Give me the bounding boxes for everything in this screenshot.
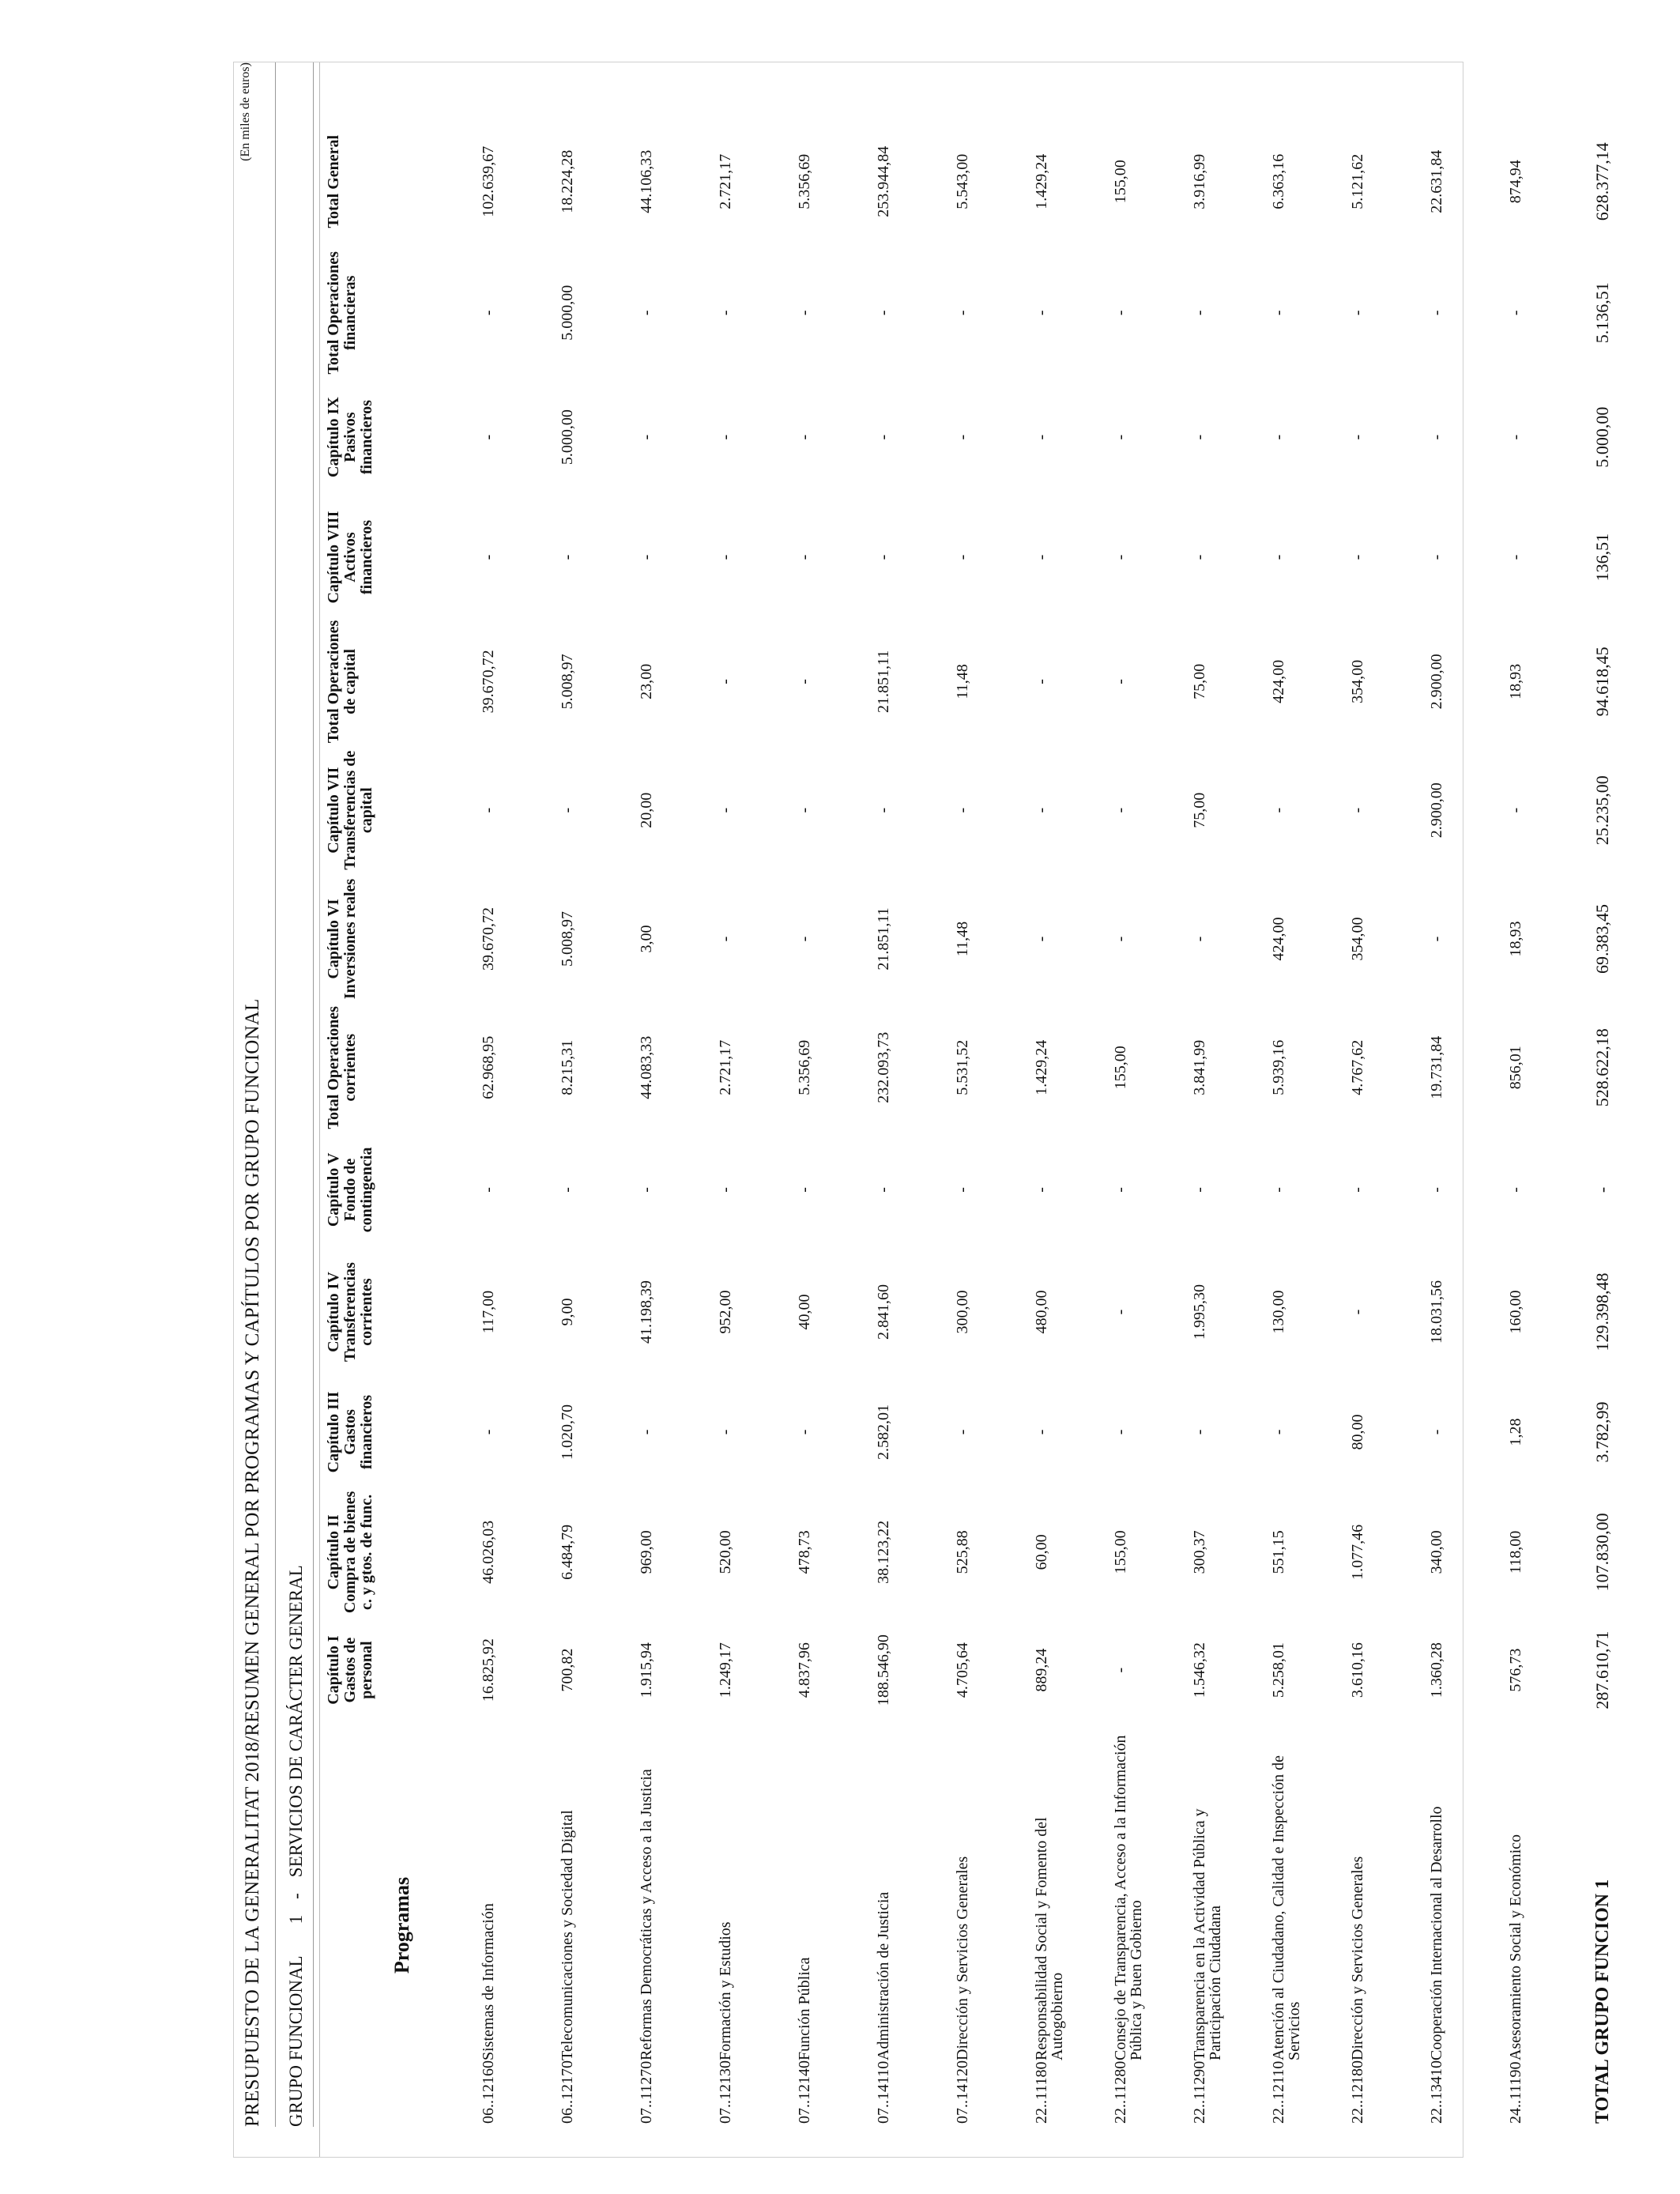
value-cell: 11,48: [954, 921, 971, 957]
value-cell: -: [480, 434, 497, 440]
value-cell: 2.721,17: [717, 1039, 734, 1095]
value-cell: 155,00: [1112, 1530, 1129, 1574]
program-code: 07..12130: [717, 2060, 734, 2124]
value-cell: 4.767,62: [1349, 1039, 1366, 1095]
value-cell: 5.356,69: [796, 1039, 813, 1095]
value-cell: 5.543,00: [954, 153, 971, 209]
table-row: [477, 115, 556, 2127]
program-cell: [951, 1724, 1030, 2127]
program-name: Dirección y Servicios Generales: [1349, 1856, 1366, 2060]
program-cell: [1268, 1724, 1347, 2127]
value-cell: 576,73: [1507, 1648, 1524, 1692]
value-cell: -: [1191, 1429, 1208, 1435]
program-code: 07..14120: [954, 2060, 971, 2124]
value-cell: -: [1191, 936, 1208, 942]
table-row: [1109, 115, 1188, 2127]
column-header-programas: Programas: [390, 1876, 413, 1974]
value-cell: -: [1112, 1667, 1129, 1673]
value-cell: -: [1033, 310, 1050, 316]
total-value-cell: 287.610,71: [1592, 1630, 1612, 1710]
value-cell: -: [1112, 807, 1129, 813]
value-cell: 6.363,16: [1270, 153, 1287, 209]
value-cell: 16.825,92: [480, 1638, 497, 1702]
value-cell: -: [559, 554, 576, 560]
value-cell: 2.900,00: [1428, 654, 1445, 710]
value-cell: -: [1270, 434, 1287, 440]
value-cell: 354,00: [1349, 659, 1366, 703]
value-cell: -: [1270, 554, 1287, 560]
program-cell: [556, 1724, 635, 2127]
value-cell: 5.531,52: [954, 1039, 971, 1095]
value-cell: -: [954, 1187, 971, 1193]
value-cell: 889,24: [1033, 1648, 1050, 1692]
program-name: Dirección y Servicios Generales: [954, 1856, 971, 2060]
value-cell: -: [1349, 310, 1366, 316]
value-cell: 8.215,31: [559, 1039, 576, 1095]
program-name: Sistemas de Información: [480, 1903, 497, 2060]
value-cell: 1.077,46: [1349, 1524, 1366, 1580]
value-cell: 3,00: [638, 925, 655, 953]
value-cell: 18,93: [1507, 921, 1524, 957]
group-number: 1: [286, 1914, 306, 1924]
value-cell: -: [954, 434, 971, 440]
value-cell: 130,00: [1270, 1290, 1287, 1334]
table-header-row: [319, 115, 477, 2127]
value-cell: -: [1507, 434, 1524, 440]
value-cell: -: [875, 310, 892, 316]
program-code: 07..14110: [875, 2060, 892, 2124]
program-cell: [714, 1724, 793, 2127]
program-cell: [1188, 1724, 1268, 2127]
total-value-cell: 628.377,14: [1592, 142, 1612, 221]
value-cell: -: [480, 1187, 497, 1193]
program-cell: [1347, 1724, 1426, 2127]
column-header: Total General: [325, 134, 342, 228]
value-cell: 1.360,28: [1428, 1642, 1445, 1698]
value-cell: -: [638, 1187, 655, 1193]
value-cell: -: [1428, 434, 1445, 440]
value-cell: -: [1428, 310, 1445, 316]
column-header: Total Operaciones corrientes: [325, 1006, 359, 1129]
total-value-cell: -: [1592, 1186, 1612, 1193]
value-cell: 80,00: [1349, 1414, 1366, 1450]
value-cell: 3.916,99: [1191, 153, 1208, 209]
program-name: Atención al Ciudadano, Calidad e Inspección de Servicios: [1270, 1755, 1303, 2060]
value-cell: 2.900,00: [1428, 782, 1445, 839]
value-cell: 300,00: [954, 1290, 971, 1334]
value-cell: -: [1270, 1429, 1287, 1435]
value-cell: -: [1033, 807, 1050, 813]
functional-group-heading: [286, 1565, 307, 2127]
group-divider: [313, 62, 314, 2127]
value-cell: -: [717, 807, 734, 813]
value-cell: 5.008,97: [559, 654, 576, 710]
value-cell: -: [796, 1429, 813, 1435]
value-cell: 62.968,95: [480, 1035, 497, 1099]
value-cell: 424,00: [1270, 917, 1287, 961]
table-row: [635, 115, 714, 2127]
program-name: Formación y Estudios: [717, 1921, 734, 2060]
table-row: [793, 115, 872, 2127]
value-cell: 117,00: [480, 1290, 497, 1334]
program-name: Consejo de Transparencia, Acceso a la Información Pública y Buen Gobierno: [1112, 1735, 1145, 2060]
table-row: [951, 115, 1030, 2127]
value-cell: 354,00: [1349, 917, 1366, 961]
value-cell: -: [796, 679, 813, 684]
value-cell: -: [1191, 554, 1208, 560]
value-cell: -: [1507, 554, 1524, 560]
value-cell: 2.582,01: [875, 1404, 892, 1460]
value-cell: 41.198,39: [638, 1280, 655, 1344]
value-cell: -: [638, 434, 655, 440]
program-code: 07..12140: [796, 2060, 813, 2124]
value-cell: 480,00: [1033, 1290, 1050, 1334]
program-name: Función Pública: [796, 1957, 813, 2060]
value-cell: 1,28: [1507, 1418, 1524, 1446]
value-cell: 102.639,67: [480, 145, 497, 217]
program-cell: [872, 1724, 951, 2127]
column-header: Capítulo VII Transferencias de capital: [325, 750, 375, 870]
value-cell: 4.837,96: [796, 1642, 813, 1698]
value-cell: -: [480, 310, 497, 316]
value-cell: -: [796, 1187, 813, 1193]
total-value-cell: 5.000,00: [1592, 406, 1612, 468]
value-cell: 551,15: [1270, 1530, 1287, 1574]
value-cell: -: [1270, 1187, 1287, 1193]
program-cell: [477, 1724, 556, 2127]
value-cell: -: [1191, 434, 1208, 440]
total-label: TOTAL GRUPO FUNCION 1: [1592, 1879, 1613, 2124]
value-cell: -: [1428, 936, 1445, 942]
group-label: GRUPO FUNCIONAL: [286, 1955, 306, 2127]
document-title: PRESUPUESTO DE LA GENERALITAT 2018/RESUMEN GENERAL POR PROGRAMAS Y CAPÍTULOS POR GRUPO FUNCIONAL: [242, 998, 263, 2127]
value-cell: 520,00: [717, 1530, 734, 1574]
value-cell: 118,00: [1507, 1530, 1524, 1574]
value-cell: -: [796, 434, 813, 440]
value-cell: -: [1112, 936, 1129, 942]
value-cell: -: [559, 807, 576, 813]
program-cell: [1030, 1724, 1109, 2127]
program-cell: [1426, 1724, 1505, 2127]
value-cell: -: [875, 554, 892, 560]
value-cell: -: [717, 1187, 734, 1193]
value-cell: -: [796, 936, 813, 942]
column-header: Capítulo III Gastos financieros: [325, 1391, 375, 1473]
value-cell: 4.705,64: [954, 1642, 971, 1698]
value-cell: -: [796, 554, 813, 560]
value-cell: 952,00: [717, 1290, 734, 1334]
value-cell: -: [717, 1429, 734, 1435]
column-header: Capítulo IV Transferencias corrientes: [325, 1262, 375, 1362]
column-header: Capítulo IX Pasivos financieros: [325, 397, 375, 477]
value-cell: -: [638, 1429, 655, 1435]
total-row: [1584, 115, 1671, 2127]
value-cell: 525,88: [954, 1530, 971, 1574]
value-cell: -: [954, 554, 971, 560]
value-cell: 5.939,16: [1270, 1039, 1287, 1095]
value-cell: 155,00: [1112, 160, 1129, 204]
value-cell: -: [1349, 807, 1366, 813]
value-cell: 2.841,60: [875, 1284, 892, 1340]
table-row: [1188, 115, 1268, 2127]
value-cell: -: [1112, 1429, 1129, 1435]
units-note: (En miles de euros): [239, 62, 252, 161]
value-cell: 1.429,24: [1033, 153, 1050, 209]
value-cell: 188.546,90: [875, 1634, 892, 1706]
value-cell: -: [1349, 1187, 1366, 1193]
program-cell: [635, 1724, 714, 2127]
program-name: Responsabilidad Social y Fomento del Autogobierno: [1033, 1817, 1066, 2060]
value-cell: -: [1349, 434, 1366, 440]
program-cell: [1109, 1724, 1188, 2127]
value-cell: -: [1349, 1309, 1366, 1315]
value-cell: -: [875, 434, 892, 440]
value-cell: -: [1112, 679, 1129, 684]
value-cell: -: [1428, 1429, 1445, 1435]
value-cell: -: [954, 310, 971, 316]
value-cell: -: [1112, 554, 1129, 560]
value-cell: -: [480, 807, 497, 813]
value-cell: -: [717, 936, 734, 942]
program-code: 22..12110: [1270, 2060, 1287, 2124]
value-cell: -: [875, 807, 892, 813]
value-cell: -: [1191, 310, 1208, 316]
group-name: SERVICIOS DE CARÁCTER GENERAL: [286, 1565, 306, 1878]
value-cell: 232.093,73: [875, 1031, 892, 1103]
budget-table: [319, 115, 1671, 2127]
value-cell: -: [796, 310, 813, 316]
value-cell: -: [1270, 310, 1287, 316]
value-cell: -: [1507, 310, 1524, 316]
value-cell: 478,73: [796, 1530, 813, 1574]
program-code: 06..12170: [559, 2060, 576, 2124]
value-cell: 1.020,70: [559, 1404, 576, 1460]
value-cell: -: [1033, 1429, 1050, 1435]
value-cell: 856,01: [1507, 1046, 1524, 1090]
total-value-cell: 129.398,48: [1592, 1272, 1612, 1351]
value-cell: -: [1033, 936, 1050, 942]
table-row: [1426, 115, 1505, 2127]
value-cell: -: [1033, 1187, 1050, 1193]
value-cell: 1.915,94: [638, 1642, 655, 1698]
program-name: Telecomunicaciones y Sociedad Digital: [559, 1810, 576, 2060]
value-cell: 1.429,24: [1033, 1039, 1050, 1095]
group-dash: -: [286, 1893, 306, 1899]
value-cell: -: [1507, 1187, 1524, 1193]
value-cell: -: [1428, 554, 1445, 560]
value-cell: -: [559, 1187, 576, 1193]
value-cell: 700,82: [559, 1648, 576, 1692]
value-cell: 3.610,16: [1349, 1642, 1366, 1698]
value-cell: -: [1507, 807, 1524, 813]
value-cell: 18,93: [1507, 663, 1524, 699]
title-divider: [275, 62, 276, 2127]
value-cell: 1.546,32: [1191, 1642, 1208, 1698]
value-cell: -: [1112, 1187, 1129, 1193]
value-cell: -: [1112, 310, 1129, 316]
total-value-cell: 107.830,00: [1592, 1513, 1612, 1592]
value-cell: 22.631,84: [1428, 149, 1445, 213]
value-cell: 5.008,97: [559, 910, 576, 967]
value-cell: 39.670,72: [480, 650, 497, 714]
value-cell: 18.224,28: [559, 149, 576, 213]
value-cell: -: [954, 1429, 971, 1435]
total-value-cell: 69.383,45: [1592, 903, 1612, 974]
value-cell: 46.026,03: [480, 1520, 497, 1584]
program-code: 24..11190: [1507, 2061, 1524, 2124]
value-cell: 11,48: [954, 664, 971, 699]
value-cell: 19.731,84: [1428, 1035, 1445, 1099]
value-cell: 340,00: [1428, 1530, 1445, 1574]
total-value-cell: 528.622,18: [1592, 1028, 1612, 1107]
value-cell: 18.031,56: [1428, 1280, 1445, 1344]
total-value-cell: 25.235,00: [1592, 775, 1612, 846]
value-cell: 21.851,11: [875, 907, 892, 971]
value-cell: 874,94: [1507, 160, 1524, 204]
value-cell: 5.258,01: [1270, 1642, 1287, 1698]
value-cell: 38.123,22: [875, 1520, 892, 1584]
column-header: Total Operaciones de capital: [325, 620, 359, 744]
program-name: Administración de Justicia: [875, 1891, 892, 2060]
value-cell: 44.106,33: [638, 149, 655, 213]
value-cell: -: [638, 554, 655, 560]
total-value-cell: 136,51: [1592, 533, 1612, 582]
value-cell: 5.121,62: [1349, 153, 1366, 209]
value-cell: -: [1428, 1187, 1445, 1193]
value-cell: 5.356,69: [796, 153, 813, 209]
value-cell: 75,00: [1191, 663, 1208, 699]
value-cell: -: [1033, 554, 1050, 560]
program-name: Cooperación Internacional al Desarrollo: [1428, 1806, 1445, 2060]
table-row: [872, 115, 951, 2127]
program-cell: [1505, 1724, 1584, 2127]
value-cell: 155,00: [1112, 1046, 1129, 1090]
value-cell: 9,00: [559, 1298, 576, 1326]
column-header: Capítulo V Fondo de contingencia: [325, 1147, 375, 1233]
value-cell: 75,00: [1191, 792, 1208, 828]
value-cell: 3.841,99: [1191, 1039, 1208, 1095]
value-cell: -: [717, 434, 734, 440]
value-cell: -: [1349, 554, 1366, 560]
value-cell: 40,00: [796, 1294, 813, 1330]
value-cell: -: [480, 554, 497, 560]
value-cell: -: [1191, 1187, 1208, 1193]
program-code: 06..12160: [480, 2060, 497, 2124]
total-value-cell: 3.782,99: [1592, 1401, 1612, 1463]
value-cell: 1.995,30: [1191, 1284, 1208, 1340]
rotated-content: [234, 62, 1613, 2157]
table-row: [714, 115, 793, 2127]
total-value-cell: 94.618,45: [1592, 647, 1612, 717]
program-code: 07..11270: [638, 2060, 655, 2124]
value-cell: 6.484,79: [559, 1524, 576, 1580]
value-cell: -: [717, 679, 734, 684]
program-name: Transparencia en la Actividad Pública y Participación Ciudadana: [1191, 1808, 1224, 2060]
value-cell: -: [875, 1187, 892, 1193]
value-cell: -: [1112, 434, 1129, 440]
value-cell: 60,00: [1033, 1534, 1050, 1570]
program-name: Asesoramiento Social y Económico: [1507, 1834, 1524, 2060]
total-value-cell: 5.136,51: [1592, 282, 1612, 344]
table-row: [556, 115, 635, 2127]
value-cell: -: [954, 807, 971, 813]
value-cell: -: [1033, 679, 1050, 684]
program-code: 22..12180: [1349, 2060, 1366, 2124]
column-header: Capítulo VI Inversiones reales: [325, 878, 359, 1000]
value-cell: -: [717, 554, 734, 560]
value-cell: 969,00: [638, 1530, 655, 1574]
value-cell: 44.083,33: [638, 1035, 655, 1099]
value-cell: 424,00: [1270, 659, 1287, 703]
program-code: 22..11280: [1112, 2060, 1129, 2124]
value-cell: -: [1270, 807, 1287, 813]
value-cell: 253.944,84: [875, 145, 892, 217]
value-cell: -: [1112, 1309, 1129, 1315]
table-row: [1347, 115, 1426, 2127]
value-cell: 160,00: [1507, 1290, 1524, 1334]
column-header: Capítulo I Gastos de personal: [325, 1635, 375, 1705]
program-code: 22..11290: [1191, 2060, 1208, 2124]
column-header: Total Operaciones financieras: [325, 251, 359, 375]
value-cell: -: [480, 1429, 497, 1435]
value-cell: -: [717, 310, 734, 316]
program-code: 22..11180: [1033, 2061, 1050, 2124]
column-header: Capítulo VIII Activos financieros: [325, 511, 375, 604]
value-cell: 23,00: [638, 663, 655, 699]
value-cell: 20,00: [638, 792, 655, 828]
table-row: [1268, 115, 1347, 2127]
value-cell: 39.670,72: [480, 907, 497, 971]
program-code: 22..13410: [1428, 2060, 1445, 2124]
table-body: [477, 115, 1671, 2127]
value-cell: -: [1033, 434, 1050, 440]
value-cell: 2.721,17: [717, 153, 734, 209]
table-row: [1030, 115, 1109, 2127]
program-name: Reformas Democráticas y Acceso a la Justicia: [638, 1769, 655, 2060]
value-cell: 1.249,17: [717, 1642, 734, 1698]
value-cell: 5.000,00: [559, 409, 576, 466]
table-row: [1505, 115, 1584, 2127]
document-page: [233, 62, 1613, 2158]
value-cell: 21.851,11: [875, 650, 892, 714]
value-cell: 5.000,00: [559, 285, 576, 341]
column-header: Capítulo II Compra de bienes c. y gtos. de func.: [325, 1491, 375, 1614]
value-cell: 300,37: [1191, 1530, 1208, 1574]
program-cell: [793, 1724, 872, 2127]
value-cell: -: [638, 310, 655, 316]
value-cell: -: [796, 807, 813, 813]
